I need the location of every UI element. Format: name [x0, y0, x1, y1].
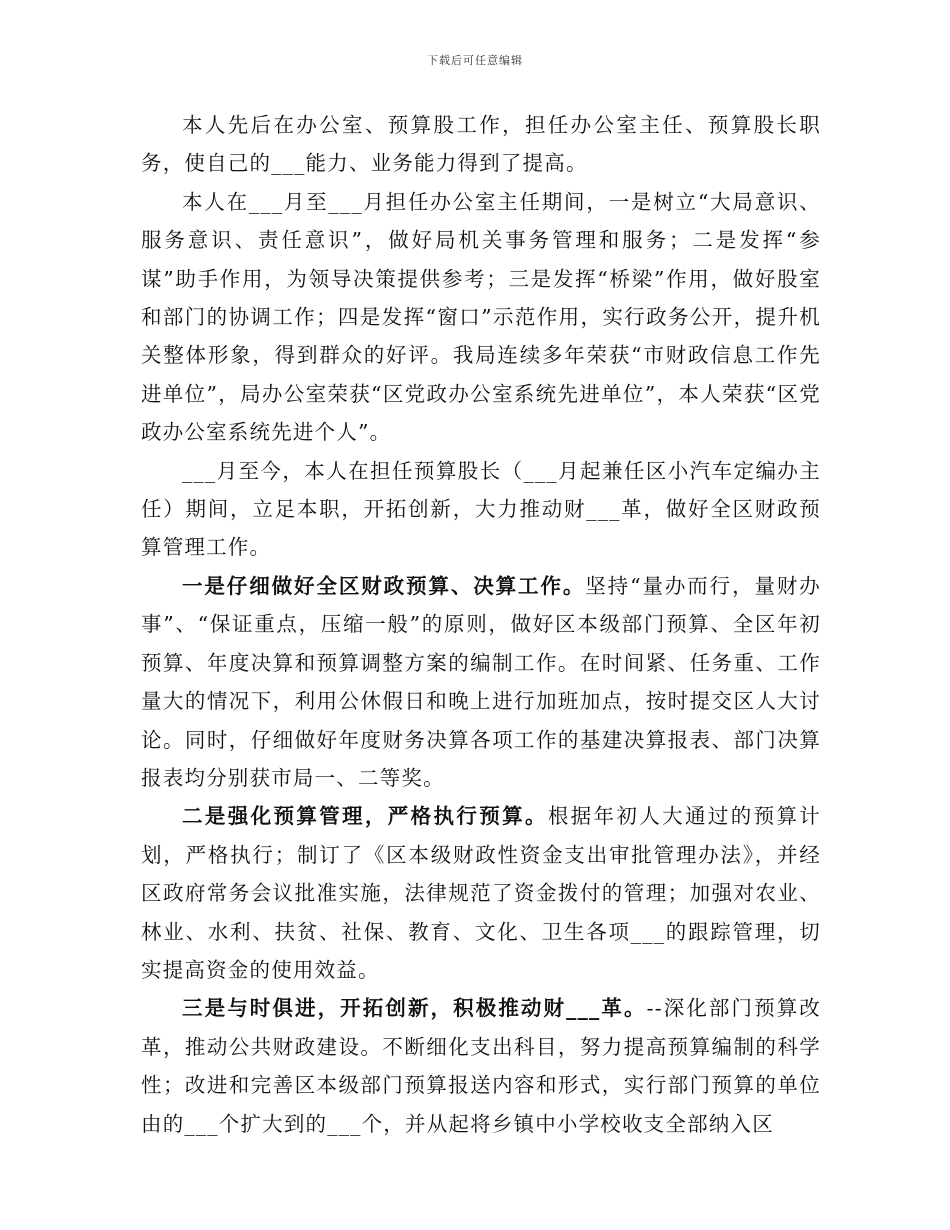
paragraph-lead: 三是与时俱进，开拓创新，积极推动财___革。: [182, 996, 647, 1021]
paragraph-3: [141, 452, 821, 567]
paragraph-2: [141, 183, 821, 452]
paragraph-1: [141, 106, 821, 183]
paragraph-lead: 二是强化预算管理，严格执行预算。: [182, 804, 548, 829]
paragraph-text: 本人先后在办公室、预算股工作，担任办公室主任、预算股长职务，使自己的___能力、业务能力得到了提高。: [141, 113, 821, 176]
paragraph-6: [141, 989, 821, 1143]
paragraph-5: [141, 797, 821, 989]
paragraph-lead: 一是仔细做好全区财政预算、决算工作。: [182, 573, 586, 598]
paragraph-text: --深化部门预算改革，推动公共财政建设。不断细化支出科目，努力提高预算编制的科学性；改进和完善区本级部门预算报送内容和形式，实行部门预算的单位由的___个扩大到的___个，并从起将乡镇中小学校收支全部纳入区: [141, 996, 822, 1136]
paragraph-text: 坚持“量办而行，量财办事”、“保证重点，压缩一般”的原则，做好区本级部门预算、全区年初预算、年度决算和预算调整方案的编制工作。在时间紧、任务重、工作量大的情况下，利用公休假日和晚上进行加班加点，按时提交区人大讨论。同时，仔细做好年度财务决算各项工作的基建决算报表、部门决算报表均分别获市局一、二等奖。: [141, 573, 821, 790]
body-text: [141, 106, 821, 1143]
header-note: 下载后可任意编辑: [427, 54, 523, 67]
paragraph-text: ___月至今，本人在担任预算股长（___月起兼任区小汽车定编办主任）期间，立足本职，开拓创新，大力推动财___革，做好全区财政预算管理工作。: [141, 458, 821, 560]
paragraph-4: [141, 567, 821, 797]
paragraph-text: 根据年初人大通过的预算计划，严格执行；制订了《区本级财政性资金支出审批管理办法》，并经区政府常务会议批准实施，法律规范了资金拨付的管理；加强对农业、林业、水利、扶贫、社保、教育、文化、卫生各项___的跟踪管理，切实提高资金的使用效益。: [141, 804, 822, 982]
paragraph-text: 本人在___月至___月担任办公室主任期间，一是树立“大局意识、服务意识、责任意识”，做好局机关事务管理和服务；二是发挥“参谋”助手作用，为领导决策提供参考；三是发挥“桥梁”作用，做好股室和部门的协调工作；四是发挥“窗口”示范作用，实行政务公开，提升机关整体形象，得到群众的好评。我局连续多年荣获“市财政信息工作先进单位”，局办公室荣获“区党政办公室系统先进单位”，本人荣获“区党政办公室系统先进个人”。: [141, 189, 821, 445]
